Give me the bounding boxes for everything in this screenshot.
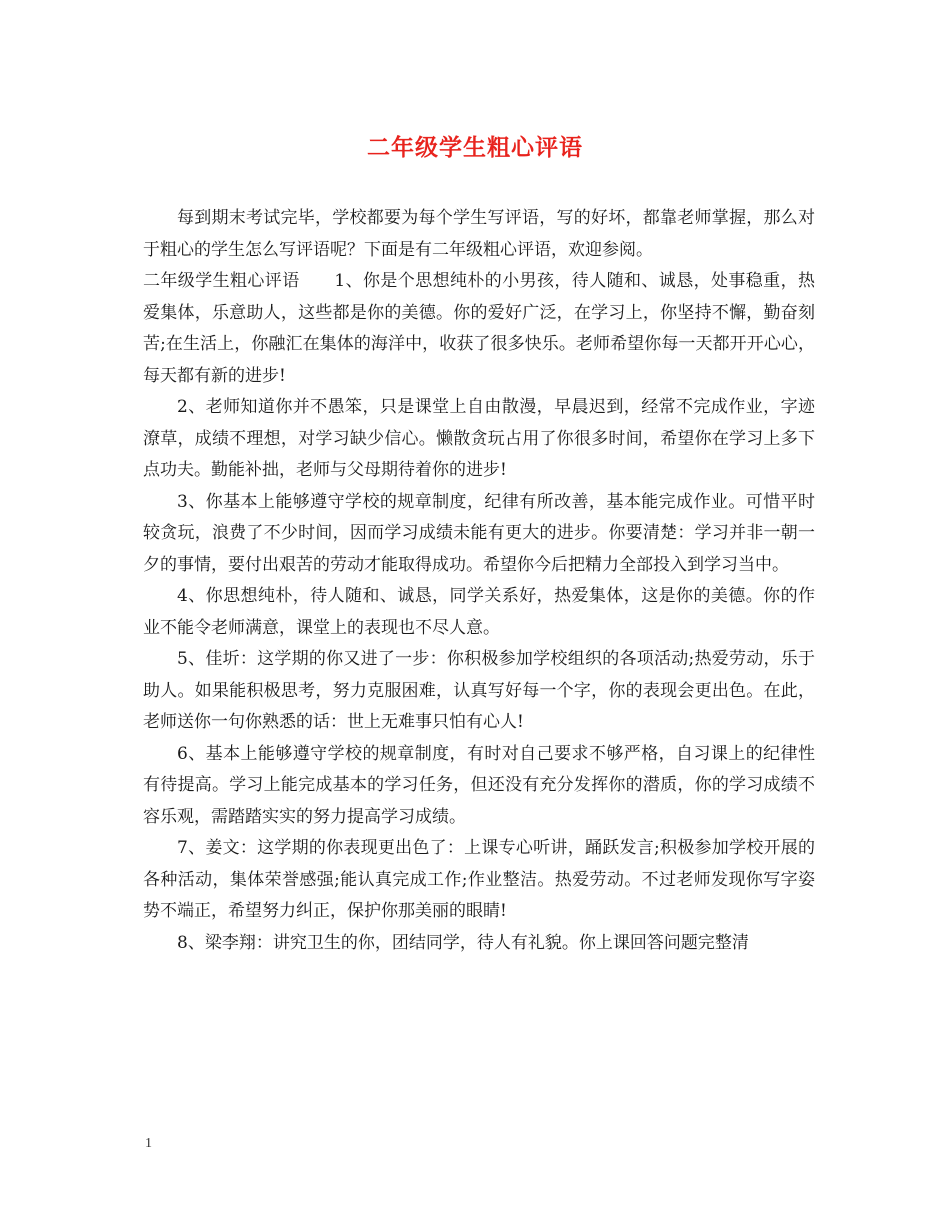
paragraph-8: 8、梁李翔：讲究卫生的你，团结同学，待人有礼貌。你上课回答问题完整清 (177, 932, 749, 953)
paragraph-2: 2、老师知道你并不愚笨，只是课堂上自由散漫，早晨迟到，经常不完成作业，字迹潦草，成绩不理想，对学习缺少信心。懒散贪玩占用了你很多时间，希望你在学习上多下点功夫。勤能补拙，老师与父母期待着你的进步! (143, 397, 815, 480)
paragraph-4: 4、你思想纯朴，待人随和、诚恳，同学关系好，热爱集体，这是你的美德。你的作业不能令老师满意，课堂上的表现也不尽人意。 (143, 586, 815, 638)
document-body (143, 203, 815, 959)
paragraph-6: 6、基本上能够遵守学校的规章制度，有时对自己要求不够严格，自习课上的纪律性有待提高。学习上能完成基本的学习任务，但还没有充分发挥你的潜质，你的学习成绩不容乐观，需踏踏实实的努力提高学习成绩。 (143, 743, 815, 827)
paragraph-3: 3、你基本上能够遵守学校的规章制度，纪律有所改善，基本能完成作业。可惜平时较贪玩，浪费了不少时间，因而学习成绩未能有更大的进步。你要清楚：学习并非一朝一夕的事情，要付出艰苦的劳动才能取得成功。希望你今后把精力全部投入到学习当中。 (143, 491, 815, 575)
paragraph-1: 二年级学生粗心评语 1、你是个思想纯朴的小男孩，待人随和、诚恳，处事稳重，热爱集体，乐意助人，这些都是你的美德。你的爱好广泛，在学习上，你坚持不懈，勤奋刻苦;在生活上，你融汇在集体的海洋中，收获了很多快乐。老师希望你每一天都开开心心，每天都有新的进步! (143, 271, 815, 386)
paragraph-7: 7、姜文：这学期的你表现更出色了：上课专心听讲，踊跃发言;积极参加学校开展的各种活动，集体荣誉感强;能认真完成工作;作业整洁。热爱劳动。不过老师发现你写字姿势不端正，希望努力纠正，保护你那美丽的眼睛! (143, 838, 815, 921)
page-number: 1 (145, 1136, 152, 1151)
page-title: 二年级学生粗心评语 (367, 134, 583, 161)
paragraph-intro: 每到期末考试完毕，学校都要为每个学生写评语，写的好坏，都靠老师掌握，那么对于粗心的学生怎么写评语呢？下面是有二年级粗心评语，欢迎参阅。 (143, 208, 815, 260)
paragraph-5: 5、佳圻：这学期的你又进了一步：你积极参加学校组织的各项活动;热爱劳动，乐于助人。如果能积极思考，努力克服困难，认真写好每一个字，你的表现会更出色。在此，老师送你一句你熟悉的话：世上无难事只怕有心人! (143, 649, 815, 732)
